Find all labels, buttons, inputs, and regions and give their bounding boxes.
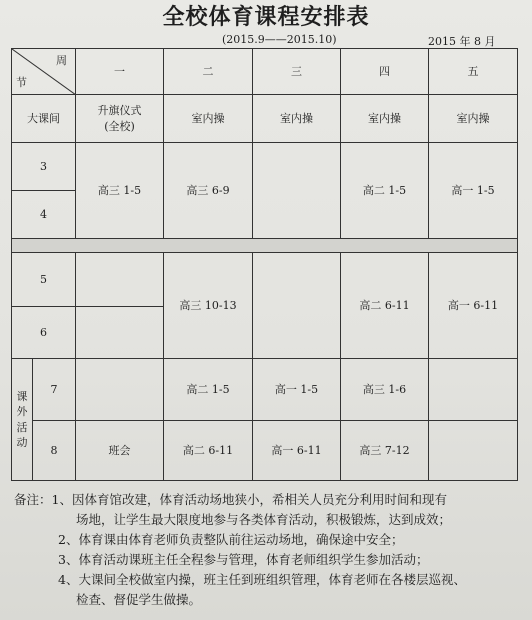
flag-ceremony-sub: (全校) xyxy=(104,119,135,133)
notes-section xyxy=(14,490,522,610)
block2-wed xyxy=(253,253,341,359)
note-2: 2、体育课由体育老师负责整队前往运动场地，确保途中安全； xyxy=(58,532,404,547)
extra-activity-inner xyxy=(12,359,75,480)
header-row xyxy=(12,49,518,95)
period-8-row xyxy=(12,420,518,481)
p7-thu: 高三 1-6 xyxy=(341,359,429,421)
period-5-label: 5 xyxy=(12,253,76,307)
corner-cell xyxy=(12,49,76,95)
block1-fri: 高一 1-5 xyxy=(429,143,518,239)
extra-label-2: 外 xyxy=(16,405,28,419)
note-4-line-b: 检查、督促学生做操。 xyxy=(76,592,202,607)
p8-mon: 班会 xyxy=(76,420,164,481)
day-header-tue: 二 xyxy=(164,49,253,95)
day-header-wed: 三 xyxy=(253,49,341,95)
p7-wed: 高一 1-5 xyxy=(253,359,341,421)
p8-fri xyxy=(429,420,518,481)
corner-week-label: 周 xyxy=(56,54,67,67)
p7-tue: 高二 1-5 xyxy=(164,359,253,421)
page-title: 全校体育课程安排表 xyxy=(162,4,370,30)
block1-thu: 高二 1-5 xyxy=(341,143,429,239)
p8-tue: 高二 6-11 xyxy=(164,420,253,481)
extra-activity-cell xyxy=(12,359,76,481)
big-break-fri: 室内操 xyxy=(429,95,518,143)
block2-fri: 高一 6-11 xyxy=(429,253,518,359)
separator-row xyxy=(12,239,518,253)
block1-tue: 高三 6-9 xyxy=(164,143,253,239)
p5-mon xyxy=(76,253,164,307)
notes-prefix: 备注： xyxy=(14,492,52,507)
big-break-tue: 室内操 xyxy=(164,95,253,143)
block2-tue: 高三 10-13 xyxy=(164,253,253,359)
note-1 xyxy=(14,490,522,510)
day-header-thu: 四 xyxy=(341,49,429,95)
extra-activity-label xyxy=(12,359,33,480)
period-4-label: 4 xyxy=(12,191,76,239)
note-3: 3、体育活动课班主任全程参与管理，体育老师组织学生参加活动； xyxy=(58,552,429,567)
big-break-label: 大课间 xyxy=(12,95,76,143)
extra-label-3: 活 xyxy=(16,420,28,434)
period-7-row xyxy=(12,359,518,421)
flag-ceremony-text: 升旗仪式 xyxy=(97,104,142,118)
date-range: (2015.9——2015.10) xyxy=(222,33,337,46)
issue-date: 2015 年 8 月 xyxy=(428,35,496,48)
p6-mon xyxy=(76,307,164,359)
big-break-mon xyxy=(76,95,164,143)
note-4-line-a: 4、大课间全校做室内操，班主任到班组织管理，体育老师在各楼层巡视、 xyxy=(58,572,466,587)
note-1-line-a: 1、因体育馆改建，体育活动场地狭小，希相关人员充分利用时间和现有 xyxy=(51,492,447,507)
p8-wed: 高一 6-11 xyxy=(253,420,341,481)
p8-thu: 高三 7-12 xyxy=(341,420,429,481)
period-5-row xyxy=(12,253,518,307)
day-header-mon: 一 xyxy=(76,49,164,95)
day-header-fri: 五 xyxy=(429,49,518,95)
period-7-label: 7 xyxy=(33,359,76,420)
big-break-thu: 室内操 xyxy=(341,95,429,143)
block2-thu: 高二 6-11 xyxy=(341,253,429,359)
block1-mon: 高三 1-5 xyxy=(76,143,164,239)
extra-label-4: 动 xyxy=(16,435,28,449)
p7-mon xyxy=(76,359,164,421)
big-break-row xyxy=(12,95,518,143)
separator-cell xyxy=(12,239,518,253)
period-8-label: 8 xyxy=(50,443,58,457)
corner-period-label: 节 xyxy=(16,75,27,89)
note-1-line-b: 场地，让学生最大限度地参与各类体育活动，积极锻炼，达到成效； xyxy=(76,512,452,527)
period-6-label: 6 xyxy=(12,307,76,359)
big-break-wed: 室内操 xyxy=(253,95,341,143)
period-3-label: 3 xyxy=(12,143,76,191)
schedule-table xyxy=(11,48,518,481)
extra-label-1: 课 xyxy=(16,389,28,403)
p7-fri xyxy=(429,359,518,421)
period-3-row xyxy=(12,143,518,191)
block1-wed xyxy=(253,143,341,239)
